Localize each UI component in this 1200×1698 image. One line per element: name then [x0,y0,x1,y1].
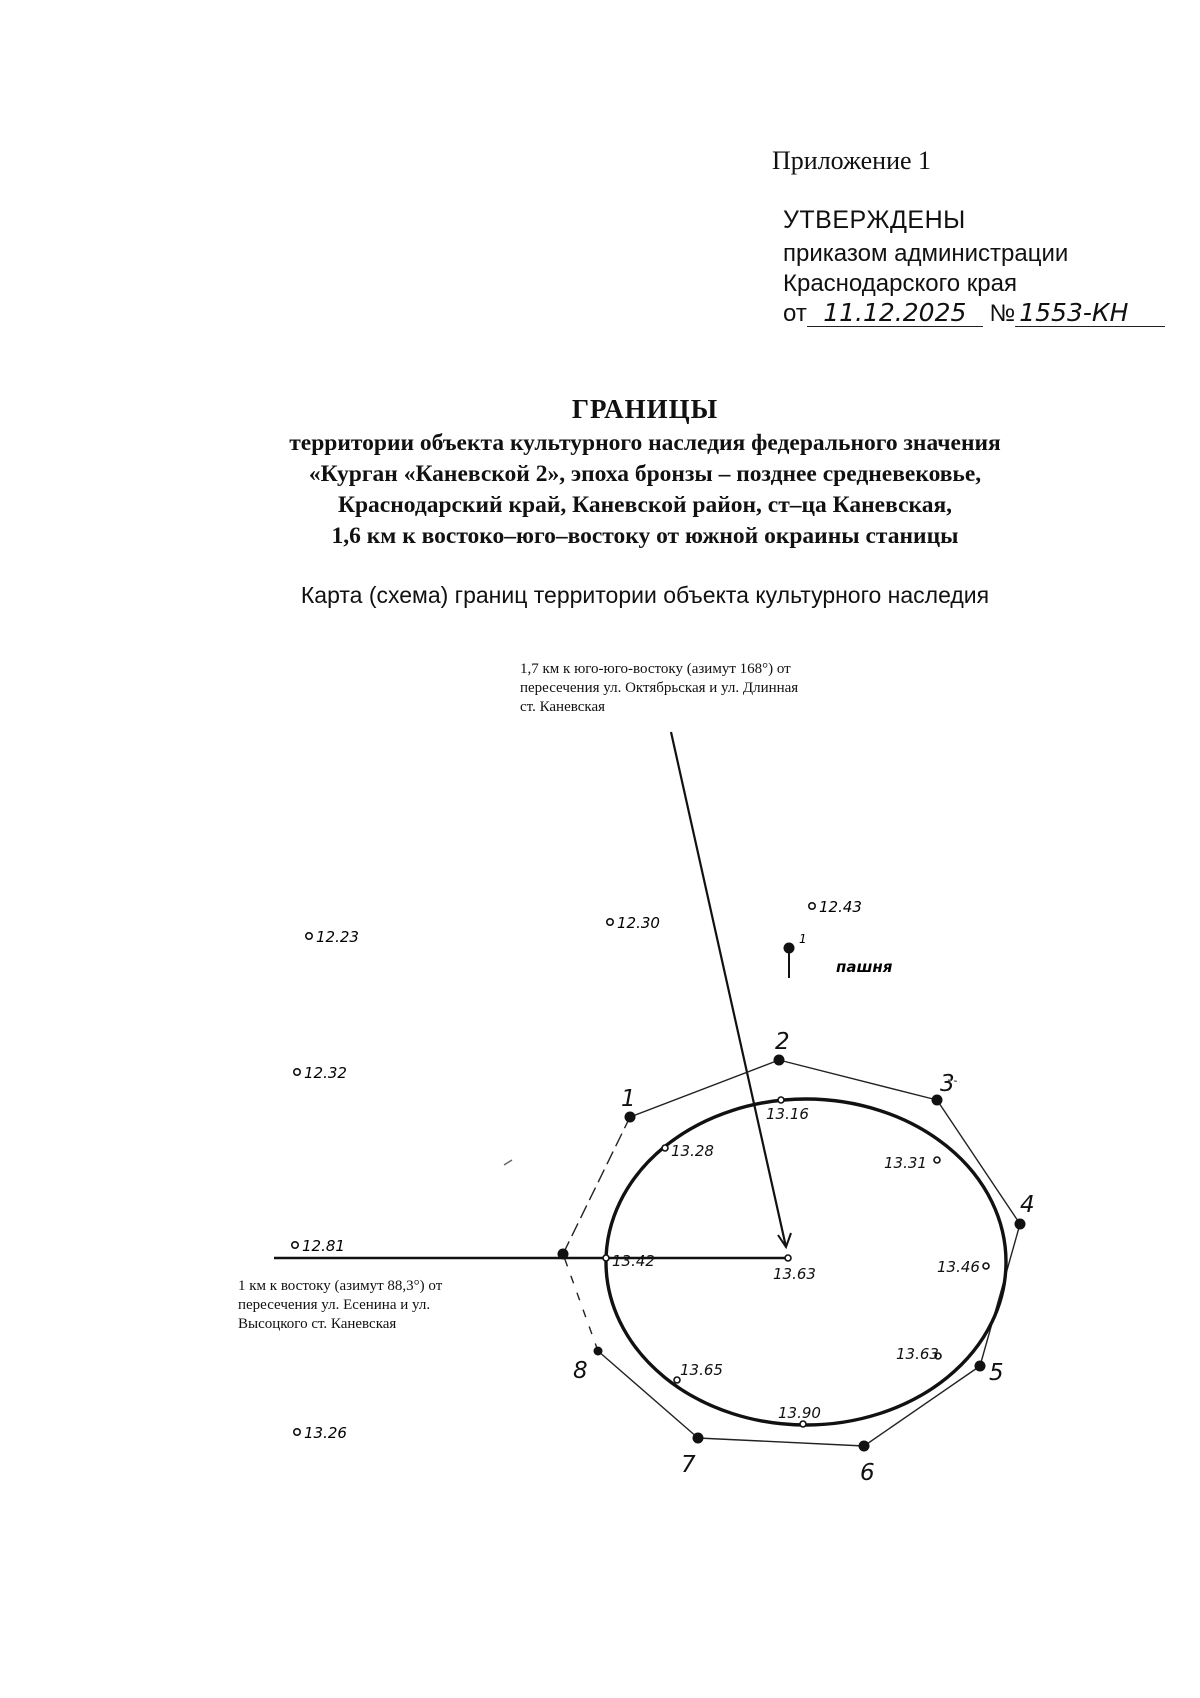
order-number: 1553-КН [1015,300,1165,327]
boundary-point-4 [1015,1219,1026,1230]
contour-height-label: 13.42 [612,1252,655,1270]
spot-height-marker [294,1429,300,1435]
boundary-point-2 [774,1055,785,1066]
contour-height-marker [934,1157,940,1163]
boundary-point-label: 7 [681,1452,696,1478]
approved-line-1: приказом администрации [783,240,1069,267]
doc-subtitle-line-2: «Курган «Каневской 2», эпоха бронзы – позднее средневековье, [308,461,982,487]
spot-height-marker [306,933,312,939]
benchmark-label: 1 [799,932,807,946]
note-north-line-2: пересечения ул. Октябрьская и ул. Длинная [520,680,799,696]
spot-height-label: 12.43 [819,898,862,916]
contour-height-label: 13.63 [773,1265,816,1283]
boundary-point-west [558,1249,569,1260]
boundary-point-label: 5 [989,1360,1004,1386]
boundary-point-label: 8 [573,1358,588,1384]
boundary-point-5 [975,1361,986,1372]
stray-mark [504,1160,512,1165]
doc-subtitle-line-1: территории объекта культурного наследия федерального значения [289,430,1001,456]
contour-height-marker [778,1097,784,1103]
approved-line-2: Краснодарского края [783,270,1017,297]
spot-height-marker [292,1242,298,1248]
order-prefix: от [783,300,807,327]
approved-title: УТВЕРЖДЕНЫ [783,206,966,234]
boundary-point-label: 1 [621,1086,636,1112]
contour-height-marker [983,1263,989,1269]
spot-height-label: 12.81 [302,1237,345,1255]
spot-height-marker [294,1069,300,1075]
doc-title: ГРАНИЦЫ [571,394,719,424]
contour-height-label: 13.16 [766,1105,809,1123]
contour-height-label: 13.28 [671,1142,714,1160]
boundary-point-label: 2 [775,1029,790,1055]
contour-height-label: 13.46 [937,1258,980,1276]
reference-line-north [671,732,786,1247]
contour-height-marker [603,1255,609,1261]
boundary-point-8 [594,1347,603,1356]
contour-height-markers [603,1097,989,1427]
contour-height-labels [612,1105,980,1422]
boundary-point-label: 3 [940,1071,955,1097]
spot-height-label: 12.23 [316,928,359,946]
note-north-line-3: ст. Каневская [520,699,606,715]
spot-height-label: 12.30 [617,914,660,932]
appendix-label: Приложение 1 [772,146,932,175]
boundary-point-label: 6 [860,1460,875,1486]
doc-subtitle-line-3: Краснодарский край, Каневской район, ст–ца Каневская, [337,492,953,518]
contour-height-marker [662,1145,668,1151]
number-sign: № [989,300,1016,327]
stray-marks [504,1080,960,1165]
note-west-line-2: пересечения ул. Есенина и ул. [238,1297,431,1313]
contour-height-label: 13.65 [680,1361,723,1379]
note-west-line-1: 1 км к востоку (азимут 88,3°) от [238,1278,443,1294]
doc-subtitle-line-4: 1,6 км к востоко–юго–востоку от южной окраины станицы [331,523,959,549]
order-date: 11.12.2025 [807,300,983,327]
contour-height-label: 13.31 [884,1154,927,1172]
contour-height-label: 13.63 [896,1345,939,1363]
contour-height-label: 13.90 [778,1404,821,1422]
spot-height-label: 13.26 [304,1424,347,1442]
map-caption: Карта (схема) границ территории объекта культурного наследия [300,582,990,608]
spot-height-marker [809,903,815,909]
contour-height-marker [785,1255,791,1261]
benchmark-marker [784,943,795,954]
boundary-point-6 [859,1441,870,1452]
field-label: пашня [836,958,893,976]
boundary-point-7 [693,1433,704,1444]
note-west-line-3: Высоцкого ст. Каневская [238,1316,397,1332]
spot-height-label: 12.32 [304,1064,347,1082]
note-north-line-1: 1,7 км к юго-юго-востоку (азимут 168°) от [520,661,791,677]
boundary-point-1 [625,1112,636,1123]
field-symbol [784,932,893,978]
boundary-point-label: 4 [1020,1192,1035,1218]
spot-height-marker [607,919,613,925]
